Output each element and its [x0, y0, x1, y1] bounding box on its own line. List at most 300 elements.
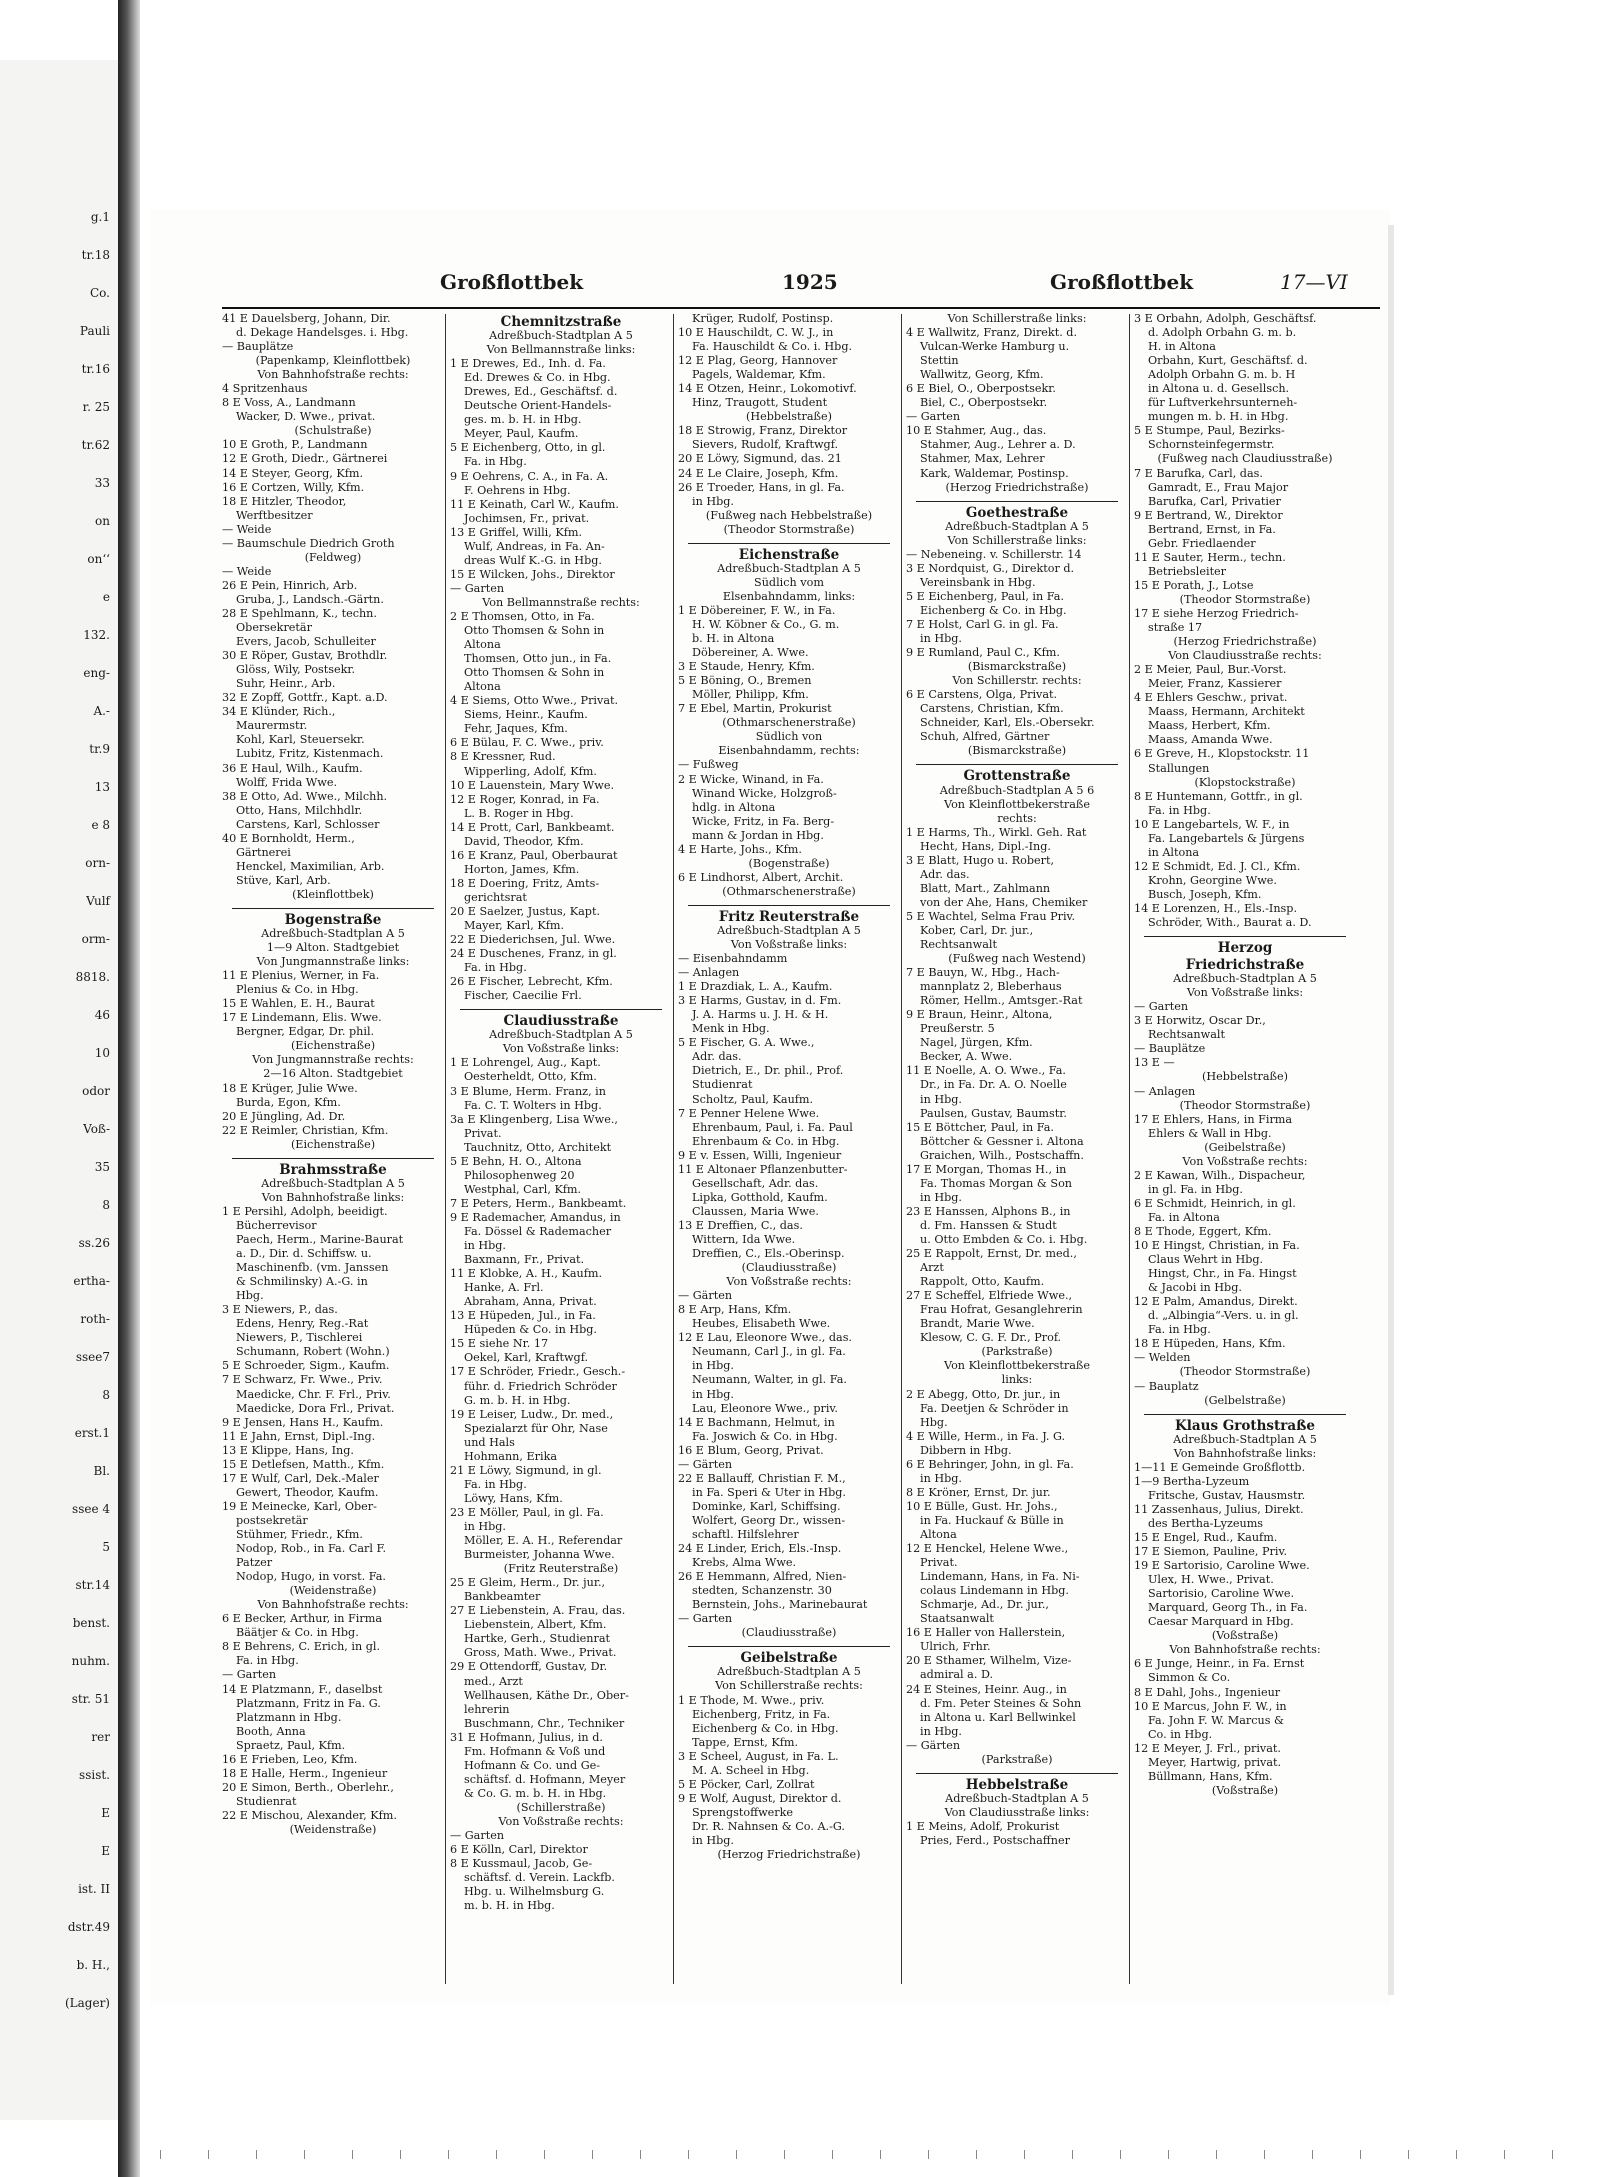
directory-line: 13 E Klippe, Hans, Ing.: [222, 1443, 354, 1457]
directory-line: 27 E Liebenstein, A. Frau, das.: [450, 1604, 626, 1618]
directory-line: in Hbg.: [920, 1092, 962, 1106]
previous-page-fragment: on: [95, 514, 110, 528]
directory-line: 11 E Klobke, A. H., Kaufm.: [450, 1267, 603, 1281]
directory-line: Möller, E. A. H., Referendar: [464, 1534, 623, 1548]
directory-line: Büllmann, Hans, Kfm.: [1148, 1769, 1273, 1783]
directory-line: Fa. in Hbg.: [464, 961, 527, 975]
directory-line: Oekel, Karl, Kraftwgf.: [464, 1351, 588, 1365]
previous-page-fragment: ssist.: [79, 1768, 110, 1782]
previous-page-fragment: orm-: [81, 932, 110, 946]
directory-line: 6 E Lindhorst, Albert, Archit.: [678, 870, 844, 884]
directory-line: (Voßstraße): [1211, 1629, 1279, 1643]
directory-line: Rappolt, Otto, Kaufm.: [920, 1275, 1045, 1289]
directory-line: 14 E Bachmann, Helmut, in: [678, 1415, 835, 1429]
directory-line: Schröder, With., Baurat a. D.: [1148, 916, 1312, 930]
directory-line: Gross, Math. Wwe., Privat.: [464, 1646, 617, 1660]
directory-line: Adr. das.: [692, 1050, 742, 1064]
directory-line: 20 E Simon, Berth., Oberlehr.,: [222, 1780, 394, 1794]
section-rule: [688, 1646, 890, 1647]
directory-line: Maass, Hermann, Architekt: [1148, 705, 1305, 719]
directory-line: 26 E Fischer, Lebrecht, Kfm.: [450, 975, 613, 989]
directory-line: Römer, Hellm., Amtsger.-Rat: [920, 994, 1083, 1008]
directory-line: Otto Thomsen & Sohn in: [464, 624, 605, 638]
directory-line: 10 E Hingst, Christian, in Fa.: [1134, 1239, 1300, 1253]
previous-page-fragment: ist. II: [78, 1882, 110, 1896]
directory-line: 26 E Hemmann, Alfred, Nien-: [678, 1570, 847, 1584]
directory-line: Fa. C. T. Wolters in Hbg.: [464, 1098, 602, 1112]
directory-line: Lindemann, Hans, in Fa. Ni-: [920, 1570, 1080, 1584]
directory-line: — Garten: [678, 1612, 733, 1626]
directory-line: rechts:: [997, 811, 1037, 825]
directory-line: (Theodor Stormstraße): [1179, 1098, 1311, 1112]
directory-line: (Theodor Stormstraße): [1179, 592, 1311, 606]
directory-line: 18 E Halle, Herm., Ingenieur: [222, 1766, 388, 1780]
directory-line: Adreßbuch-Stadtplan A 5: [717, 561, 861, 575]
directory-line: 19 E Sartorisio, Caroline Wwe.: [1134, 1559, 1310, 1573]
directory-line: Fa. in Hbg.: [1148, 1323, 1211, 1337]
directory-line: (Klopstockstraße): [1194, 775, 1296, 789]
directory-line: (Parkstraße): [981, 1345, 1053, 1359]
directory-line: Krohn, Georgine Wwe.: [1148, 873, 1277, 887]
header-right-title: Großflottbek: [1050, 270, 1194, 294]
directory-line: med., Arzt: [464, 1674, 523, 1688]
directory-line: (Weidenstraße): [289, 1584, 377, 1598]
directory-line: 17 E Lindemann, Elis. Wwe.: [222, 1011, 382, 1025]
directory-line: Hbg.: [236, 1289, 264, 1303]
directory-line: 6 E Becker, Arthur, in Firma: [222, 1612, 383, 1626]
directory-line: 1 E Harms, Th., Wirkl. Geh. Rat: [906, 825, 1087, 839]
directory-line: 12 E Roger, Konrad, in Fa.: [450, 792, 600, 806]
directory-line: Claussen, Maria Wwe.: [692, 1204, 819, 1218]
directory-line: Maass, Amanda Wwe.: [1148, 733, 1273, 747]
directory-line: mungen m. b. H. in Hbg.: [1148, 410, 1289, 424]
directory-line: Carstens, Christian, Kfm.: [920, 702, 1064, 716]
directory-line: d. Adolph Orbahn G. m. b.: [1148, 326, 1297, 340]
directory-line: in Hbg.: [920, 1190, 962, 1204]
directory-line: schäftsf. d. Hofmann, Meyer: [464, 1772, 626, 1786]
directory-line: 10 E Hauschildt, C. W. J., in: [678, 326, 834, 340]
ruler-tick: [736, 2150, 737, 2159]
directory-line: Von Schillerstraße rechts:: [715, 1679, 863, 1693]
directory-line: Fa. in Hbg.: [1148, 803, 1211, 817]
directory-line: 6 E Biel, O., Oberpostsekr.: [906, 382, 1056, 396]
directory-line: 27 E Scheffel, Elfriede Wwe.,: [906, 1289, 1073, 1303]
previous-page-fragment: ssee7: [75, 1350, 110, 1364]
directory-line: Von Claudiusstraße links:: [944, 1805, 1090, 1819]
directory-line: 8 E Arp, Hans, Kfm.: [678, 1303, 792, 1317]
ruler-tick: [1216, 2150, 1217, 2159]
section-rule: [916, 501, 1118, 502]
ruler-tick: [304, 2150, 305, 2159]
directory-line: Adreßbuch-Stadtplan A 5: [717, 1665, 861, 1679]
directory-line: Von Schillerstr. rechts:: [952, 674, 1082, 688]
directory-line: & Co. G. m. b. H. in Hbg.: [464, 1786, 607, 1800]
directory-line: 24 E Duschenes, Franz, in gl.: [450, 947, 617, 961]
previous-page-fragment: g.1: [90, 210, 110, 224]
directory-line: 3 E Nordquist, G., Direktor d.: [906, 561, 1075, 575]
directory-line: Bergner, Edgar, Dr. phil.: [236, 1025, 375, 1039]
directory-line: (Fußweg nach Hebbelstraße): [705, 508, 873, 522]
directory-line: — Eisenbahndamm: [678, 952, 788, 966]
directory-line: straße 17: [1148, 621, 1203, 635]
previous-page-edge: [0, 60, 118, 2120]
directory-line: Vulcan-Werke Hamburg u.: [920, 340, 1070, 354]
directory-line: — Weide: [222, 564, 272, 578]
directory-line: 4 E Ehlers Geschw., privat.: [1134, 691, 1288, 705]
directory-line: Burda, Egon, Kfm.: [236, 1095, 341, 1109]
directory-line: H. W. Köbner & Co., G. m.: [692, 617, 840, 631]
directory-line: — Nebeneing. v. Schillerstr. 14: [906, 547, 1082, 561]
directory-line: Von Bellmannstraße rechts:: [482, 595, 640, 609]
directory-line: Adreßbuch-Stadtplan A 5: [489, 329, 633, 343]
directory-line: Henckel, Maximilian, Arb.: [236, 859, 385, 873]
directory-line: Fa. in Altona: [1148, 1210, 1220, 1224]
directory-line: Böttcher & Gessner i. Altona: [920, 1134, 1084, 1148]
directory-line: Dr. R. Nahnsen & Co. A.-G.: [692, 1819, 845, 1833]
directory-line: F. Oehrens in Hbg.: [464, 483, 571, 497]
directory-line: a. D., Dir. d. Schiffsw. u.: [236, 1247, 372, 1261]
directory-line: Adreßbuch-Stadtplan A 5: [489, 1028, 633, 1042]
directory-line: 5 E Eichenberg, Paul, in Fa.: [906, 589, 1065, 603]
directory-line: Hüpeden & Co. in Hbg.: [464, 1323, 597, 1337]
directory-line: — Gärten: [678, 1289, 733, 1303]
directory-line: 11 Zassenhaus, Julius, Direkt.: [1134, 1502, 1304, 1516]
directory-line: 15 E Wahlen, E. H., Baurat: [222, 997, 375, 1011]
ruler-tick: [1552, 2150, 1553, 2159]
directory-line: 6 E Behringer, John, in gl. Fa.: [906, 1457, 1074, 1471]
directory-line: Südlich vom: [754, 575, 824, 589]
section-rule: [916, 764, 1118, 765]
directory-line: Von Kleinflottbekerstraße: [944, 1359, 1090, 1373]
directory-line: Adreßbuch-Stadtplan A 5: [945, 1791, 1089, 1805]
directory-line: Otto, Hans, Milchhdlr.: [236, 803, 363, 817]
directory-line: Fm. Hofmann & Voß und: [464, 1744, 606, 1758]
directory-line: 10 E Lauenstein, Mary Wwe.: [450, 778, 614, 792]
street-heading: Bogenstraße: [284, 912, 382, 928]
directory-line: 14 E Prott, Carl, Bankbeamt.: [450, 820, 615, 834]
directory-line: in Fa. Huckauf & Bülle in: [920, 1513, 1064, 1527]
directory-line: Wallwitz, Georg, Kfm.: [920, 368, 1044, 382]
directory-line: Adreßbuch-Stadtplan A 5: [261, 1176, 405, 1190]
directory-line: 13 E Griffel, Willi, Kfm.: [450, 525, 583, 539]
directory-line: 25 E Gleim, Herm., Dr. jur.,: [450, 1576, 606, 1590]
directory-line: Obersekretär: [236, 621, 312, 635]
directory-line: Wacker, D. Wwe., privat.: [236, 410, 376, 424]
previous-page-fragment: roth-: [80, 1312, 110, 1326]
directory-line: in Hbg.: [464, 1239, 506, 1253]
directory-line: (Feldweg): [304, 550, 362, 564]
directory-line: Eichenberg & Co. in Hbg.: [920, 603, 1067, 617]
directory-line: (Othmarschenerstraße): [722, 716, 856, 730]
directory-line: 12 E Lau, Eleonore Wwe., das.: [678, 1331, 852, 1345]
directory-line: 5 E Fischer, G. A. Wwe.,: [678, 1036, 815, 1050]
directory-line: Maschinenfb. (vm. Janssen: [236, 1261, 389, 1275]
directory-line: 1 E Meins, Adolf, Prokurist: [906, 1819, 1060, 1833]
directory-line: Fa. Deetjen & Schröder in: [920, 1401, 1069, 1415]
previous-page-fragment: e 8: [91, 818, 110, 832]
ruler-tick: [1360, 2150, 1361, 2159]
directory-line: Plenius & Co. in Hbg.: [236, 983, 359, 997]
directory-line: schäftsf. d. Verein. Lackfb.: [464, 1871, 615, 1885]
directory-line: L. B. Roger in Hbg.: [464, 806, 574, 820]
previous-page-fragment: E: [101, 1806, 110, 1820]
ruler-tick: [352, 2150, 353, 2159]
directory-line: postsekretär: [236, 1513, 308, 1527]
directory-line: Ed. Drewes & Co. in Hbg.: [464, 371, 611, 385]
ruler-tick: [256, 2150, 257, 2159]
directory-line: Fa. Hauschildt & Co. i. Hbg.: [692, 340, 853, 354]
directory-line: Von Voßstraße links:: [502, 1042, 620, 1056]
directory-line: 7 E Barufka, Carl, das.: [1134, 466, 1263, 480]
column-4: [906, 312, 1128, 1848]
directory-line: Fa. John F. W. Marcus &: [1148, 1713, 1284, 1727]
directory-line: Ulrich, Frhr.: [920, 1640, 991, 1654]
directory-line: — Bauplatz: [1134, 1379, 1199, 1393]
directory-line: Privat.: [464, 1126, 502, 1140]
previous-page-fragment: 8: [102, 1388, 110, 1402]
directory-line: Edens, Henry, Reg.-Rat: [236, 1317, 369, 1331]
directory-line: 32 E Zopff, Gottfr., Kapt. a.D.: [222, 691, 388, 705]
directory-line: Horton, James, Kfm.: [464, 862, 580, 876]
directory-line: 16 E Frieben, Leo, Kfm.: [222, 1752, 358, 1766]
column-divider: [673, 314, 674, 1984]
ruler-tick: [640, 2150, 641, 2159]
directory-line: d. „Albingia“-Vers. u. in gl.: [1148, 1309, 1299, 1323]
directory-line: Wulf, Andreas, in Fa. An-: [464, 539, 605, 553]
previous-page-fragment: 5: [102, 1540, 110, 1554]
directory-line: Adreßbuch-Stadtplan A 5: [261, 927, 405, 941]
previous-page-fragment: Co.: [89, 286, 110, 300]
directory-line: Von Voßstraße rechts:: [1182, 1154, 1308, 1168]
directory-line: 9 E Rumland, Paul C., Kfm.: [906, 646, 1060, 660]
directory-line: 9 E v. Essen, Willi, Ingenieur: [678, 1148, 842, 1162]
header-rule: [222, 307, 1380, 309]
directory-line: für Luftverkehrsunterneh-: [1148, 396, 1298, 410]
directory-line: (Fritz Reuterstraße): [503, 1562, 619, 1576]
directory-line: Nodop, Hugo, in vorst. Fa.: [236, 1570, 386, 1584]
directory-line: 29 E Ottendorff, Gustav, Dr.: [450, 1660, 608, 1674]
directory-line: — Anlagen: [1134, 1084, 1196, 1098]
directory-line: in Hbg.: [692, 1833, 734, 1847]
section-rule: [232, 1158, 434, 1159]
directory-line: — Fußweg: [678, 758, 739, 772]
directory-line: in Altona u. Karl Bellwinkel: [920, 1710, 1076, 1724]
directory-line: (Herzog Friedrichstraße): [1173, 635, 1317, 649]
street-heading: Grottenstraße: [963, 769, 1071, 784]
directory-line: 6 E Carstens, Olga, Privat.: [906, 688, 1058, 702]
directory-line: Nodop, Rob., in Fa. Carl F.: [236, 1542, 387, 1556]
previous-page-fragment: nuhm.: [71, 1654, 110, 1668]
directory-line: 12 E Schmidt, Ed. J. Cl., Kfm.: [1134, 859, 1301, 873]
section-rule: [460, 1009, 662, 1010]
directory-line: Stüve, Karl, Arb.: [236, 873, 331, 887]
directory-line: 30 E Röper, Gustav, Brothdlr.: [222, 649, 388, 663]
directory-line: 5 E Pöcker, Carl, Zollrat: [678, 1777, 815, 1791]
previous-page-fragment: tr.16: [81, 362, 110, 376]
directory-line: lehrerin: [464, 1702, 510, 1716]
directory-line: Von Bahnhofstraße links:: [261, 1190, 405, 1204]
directory-line: 2 E Thomsen, Otto, in Fa.: [450, 609, 595, 623]
directory-line: Elsenbahndamm, links:: [722, 589, 856, 603]
directory-line: 11 E Keinath, Carl W., Kaufm.: [450, 497, 619, 511]
directory-line: (Fußweg nach Claudiusstraße): [1157, 452, 1333, 466]
directory-line: in Altona u. d. Gesellsch.: [1148, 382, 1290, 396]
directory-line: 15 E Wilcken, Johs., Direktor: [450, 567, 615, 581]
directory-line: Meier, Franz, Kassierer: [1148, 677, 1282, 691]
directory-line: 18 E Doering, Fritz, Amts-: [450, 876, 600, 890]
directory-line: Von Schillerstraße links:: [947, 312, 1087, 325]
previous-page-fragment: erst.1: [74, 1426, 110, 1440]
directory-line: Tappe, Ernst, Kfm.: [692, 1735, 799, 1749]
directory-line: Spezialarzt für Ohr, Nase: [464, 1421, 608, 1435]
directory-line: 13 E Dreffien, C., das.: [678, 1218, 803, 1232]
ruler-tick: [1408, 2150, 1409, 2159]
directory-line: Graichen, Wilh., Postschaffn.: [920, 1148, 1084, 1162]
directory-line: 3 E Orbahn, Adolph, Geschäftsf.: [1134, 312, 1317, 325]
directory-line: (Claudiusstraße): [741, 1626, 837, 1640]
directory-line: Wipperling, Adolf, Kfm.: [464, 764, 597, 778]
directory-line: 11 E Sauter, Herm., techn.: [1134, 550, 1286, 564]
previous-page-fragment: eng-: [83, 666, 110, 680]
directory-line: 4 E Wille, Herm., in Fa. J. G.: [906, 1429, 1066, 1443]
previous-page-fragment: ssee 4: [72, 1502, 110, 1516]
directory-line: G. m. b. H. in Hbg.: [464, 1393, 571, 1407]
directory-line: 4 Spritzenhaus: [222, 382, 308, 396]
directory-line: Eichenberg & Co. in Hbg.: [692, 1721, 839, 1735]
ruler-tick: [496, 2150, 497, 2159]
directory-line: & Jacobi in Hbg.: [1148, 1281, 1242, 1295]
directory-line: (Fußweg nach Westend): [948, 952, 1086, 966]
directory-line: Patzer: [236, 1556, 273, 1570]
directory-line: 17 E siehe Herzog Friedrich-: [1134, 606, 1299, 620]
directory-line: Blatt, Mart., Zahlmann: [920, 881, 1051, 895]
directory-line: Bücherrevisor: [236, 1218, 317, 1232]
directory-line: 21 E Löwy, Sigmund, in gl.: [450, 1463, 602, 1477]
directory-line: Becker, A. Wwe.: [920, 1050, 1013, 1064]
directory-line: Gewert, Theodor, Kaufm.: [236, 1485, 379, 1499]
directory-line: Platzmann, Fritz in Fa. G.: [236, 1696, 381, 1710]
directory-line: Paech, Herm., Marine-Baurat: [236, 1233, 404, 1246]
directory-line: & Schmilinsky) A.-G. in: [236, 1275, 368, 1289]
directory-line: Dietrich, E., Dr. phil., Prof.: [692, 1064, 844, 1078]
directory-line: Winand Wicke, Holzgroß-: [692, 786, 837, 800]
directory-line: Von Voßstraße links:: [1186, 986, 1304, 1000]
directory-line: (Geibelstraße): [1204, 1140, 1286, 1154]
directory-line: Fehr, Jaques, Kfm.: [464, 722, 568, 736]
directory-line: Carstens, Karl, Schlosser: [236, 817, 380, 831]
directory-line: 23 E Hanssen, Alphons B., in: [906, 1204, 1071, 1218]
directory-line: 17 E Ehlers, Hans, in Firma: [1134, 1112, 1293, 1126]
directory-line: 8 E Thode, Eggert, Kfm.: [1134, 1225, 1272, 1238]
directory-line: H. in Altona: [1148, 340, 1216, 354]
directory-line: 9 E Oehrens, C. A., in Fa. A.: [450, 469, 609, 483]
ruler-tick: [688, 2150, 689, 2159]
directory-line: 3 E Horwitz, Oscar Dr.,: [1134, 1014, 1266, 1028]
directory-line: Wittern, Ida Wwe.: [692, 1233, 796, 1246]
directory-line: des Bertha-Lyzeums: [1148, 1516, 1264, 1530]
directory-line: Eichenberg, Fritz, in Fa.: [692, 1707, 831, 1721]
directory-line: Baxmann, Fr., Privat.: [464, 1253, 585, 1267]
ruler-tick: [1168, 2150, 1169, 2159]
directory-line: Eisenbahndamm, rechts:: [718, 744, 860, 758]
directory-line: Gesellschaft, Adr. das.: [692, 1176, 819, 1190]
directory-line: — Garten: [906, 410, 961, 424]
directory-line: gerichtsrat: [464, 890, 527, 904]
directory-line: Hbg.: [920, 1415, 948, 1429]
directory-line: in Hbg.: [692, 1387, 734, 1401]
directory-line: 17 E Schröder, Friedr., Gesch.-: [450, 1365, 626, 1379]
directory-line: schaftl. Hilfslehrer: [692, 1527, 799, 1541]
directory-line: 2 E Wicke, Winand, in Fa.: [678, 772, 824, 786]
directory-line: — Garten: [222, 1668, 277, 1682]
directory-line: Krüger, Rudolf, Postinsp.: [692, 312, 834, 325]
previous-page-fragment: tr.62: [81, 438, 110, 452]
directory-line: Stahmer, Max, Lehrer: [920, 452, 1045, 466]
directory-line: Neumann, Walter, in gl. Fa.: [692, 1373, 847, 1387]
directory-line: 8 E Dahl, Johs., Ingenieur: [1134, 1685, 1281, 1699]
book-gutter: [118, 0, 140, 2177]
ruler-tick: [1120, 2150, 1121, 2159]
directory-line: Siems, Heinr., Kaufm.: [464, 708, 588, 722]
directory-line: Von Bellmannstraße links:: [486, 343, 636, 357]
directory-line: (Othmarschenerstraße): [722, 884, 856, 898]
directory-line: und Hals: [464, 1435, 515, 1449]
directory-line: 10 E Bülle, Gust. Hr. Johs.,: [906, 1499, 1058, 1513]
street-heading: Brahmsstraße: [279, 1162, 387, 1177]
directory-line: 8 E Behrens, C. Erich, in gl.: [222, 1640, 381, 1654]
directory-line: 41 E Dauelsberg, Johann, Dir.: [222, 312, 391, 325]
directory-line: 7 E Penner Helene Wwe.: [678, 1106, 820, 1120]
directory-line: 9 E Braun, Heinr., Altona,: [906, 1008, 1053, 1022]
directory-line: 17 E Wulf, Carl, Dek.-Maler: [222, 1471, 379, 1485]
directory-line: ges. m. b. H. in Hbg.: [464, 413, 582, 427]
column-1: [222, 312, 444, 1837]
directory-line: — Bauplätze: [1134, 1042, 1206, 1056]
directory-line: 7 E Bauyn, W., Hbg., Hach-: [906, 966, 1060, 980]
directory-line: Liebenstein, Albert, Kfm.: [464, 1618, 607, 1632]
directory-line: Kohl, Karl, Steuersekr.: [236, 733, 365, 747]
section-rule: [1144, 1414, 1346, 1415]
directory-line: 25 E Rappolt, Ernst, Dr. med.,: [906, 1247, 1077, 1261]
directory-line: b. H. in Altona: [692, 632, 775, 646]
directory-line: Burmeister, Johanna Wwe.: [464, 1548, 615, 1562]
ruler-tick: [1504, 2150, 1505, 2159]
directory-line: Buschmann, Chr., Techniker: [464, 1716, 625, 1730]
directory-line: 20 E Sthamer, Wilhelm, Vize-: [906, 1654, 1072, 1668]
directory-line: Fa. in Hbg.: [464, 455, 527, 469]
directory-line: 18 E Hüpeden, Hans, Kfm.: [1134, 1337, 1286, 1351]
directory-line: 10 E Stahmer, Aug., das.: [906, 424, 1047, 438]
directory-line: (Herzog Friedrichstraße): [717, 1848, 861, 1862]
directory-line: Altona: [464, 638, 501, 652]
directory-line: 3a E Klingenberg, Lisa Wwe.,: [450, 1112, 618, 1126]
directory-line: Adolph Orbahn G. m. b. H: [1148, 368, 1296, 382]
directory-line: — Baumschule Diedrich Groth: [222, 536, 395, 550]
directory-line: Orbahn, Kurt, Geschäftsf. d.: [1148, 354, 1308, 368]
directory-line: Wicke, Fritz, in Fa. Berg-: [692, 814, 835, 828]
directory-line: Schneider, Karl, Els.-Obersekr.: [920, 716, 1095, 730]
directory-line: 31 E Hofmann, Julius, in d.: [450, 1730, 603, 1744]
directory-line: Hofmann & Co. und Ge-: [464, 1758, 601, 1772]
directory-line: 12 E Plag, Georg, Hannover: [678, 354, 838, 368]
previous-page-fragment: Pauli: [79, 324, 110, 338]
directory-line: Caesar Marquard in Hbg.: [1148, 1615, 1294, 1629]
directory-line: u. Otto Embden & Co. i. Hbg.: [920, 1233, 1088, 1246]
directory-line: Simmon & Co.: [1148, 1671, 1231, 1685]
directory-line: 5 E Schroeder, Sigm., Kaufm.: [222, 1359, 390, 1373]
directory-line: 17 E Siemon, Pauline, Priv.: [1134, 1545, 1288, 1559]
directory-line: Schuh, Alfred, Gärtner: [920, 730, 1050, 744]
